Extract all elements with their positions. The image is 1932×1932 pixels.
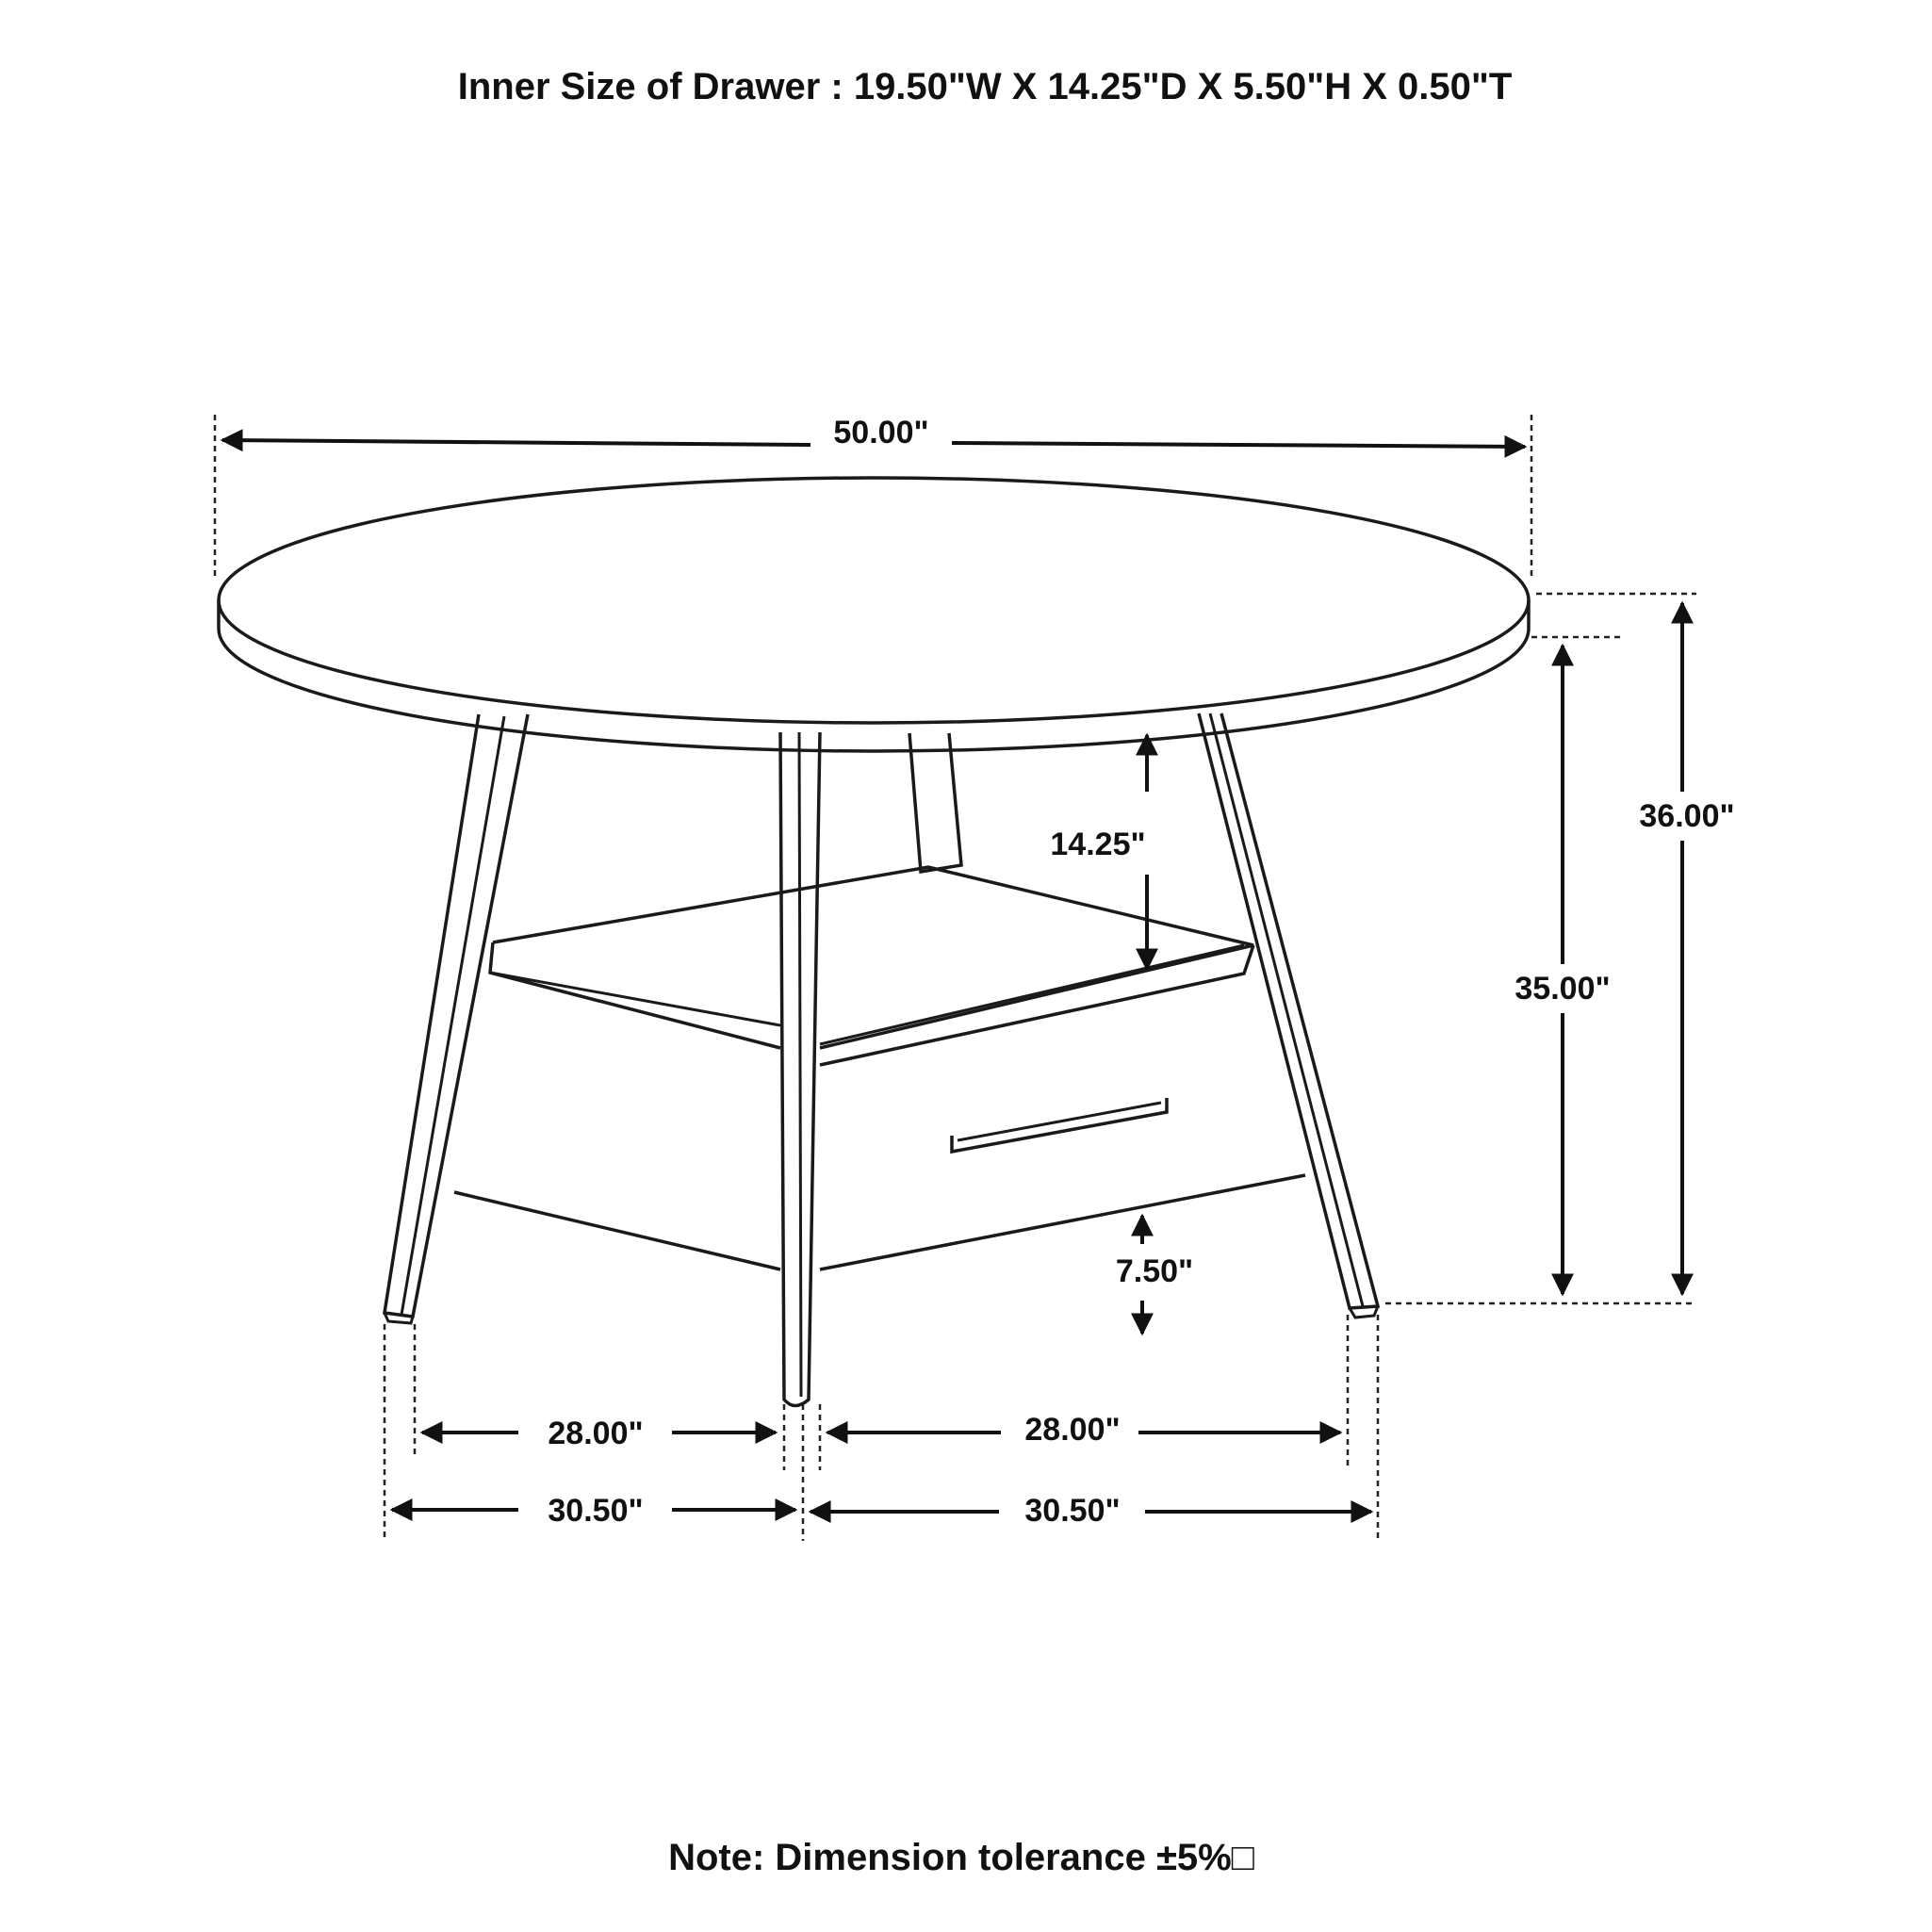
drawer-handle: [952, 1098, 1167, 1152]
total-height-label: 36.00": [1639, 798, 1735, 834]
top-width-label: 50.00": [833, 415, 929, 450]
drawer-bottom-left: [454, 1192, 780, 1269]
drawer-inner-size-title: Inner Size of Drawer : 19.50"W X 14.25"D X 5.50"H X 0.50"T: [457, 66, 1513, 107]
right-leg: [1199, 713, 1378, 1308]
dimension-outer-span-left: [392, 1493, 795, 1529]
table-top: [219, 478, 1529, 723]
dimension-floor-clearance: [1116, 1216, 1193, 1334]
dimension-top-width: [215, 415, 1531, 580]
inner-span-right-label: 28.00": [1024, 1412, 1121, 1448]
dimension-shelf-clearance: [1050, 735, 1147, 969]
apron-height-label: 35.00": [1514, 971, 1611, 1007]
outer-span-right-label: 30.50": [1024, 1493, 1121, 1529]
dimension-outer-span-right: [810, 1493, 1371, 1529]
back-leg: [909, 733, 961, 872]
shelf-clearance-label: 14.25": [1050, 827, 1146, 862]
tolerance-note: Note: Dimension tolerance ±5%□: [668, 1837, 1254, 1878]
bottom-extension-lines: [385, 1315, 1378, 1541]
dimension-apron-height: [1508, 637, 1621, 1294]
left-leg: [385, 714, 528, 1317]
dimension-inner-span-left: [422, 1416, 776, 1451]
shelf-edge: [490, 942, 1253, 1065]
floor-clearance-label: 7.50": [1115, 1253, 1194, 1289]
table-top-edge: [219, 600, 1529, 751]
inner-span-left-label: 28.00": [548, 1416, 644, 1451]
drawer-bottom-right: [820, 1175, 1305, 1269]
table-outline: [219, 478, 1529, 1406]
shelf: [493, 867, 1253, 1048]
dimension-total-height: [1385, 594, 1735, 1303]
outer-span-left-label: 30.50": [548, 1493, 644, 1529]
dimension-inner-span-right: [827, 1412, 1340, 1448]
